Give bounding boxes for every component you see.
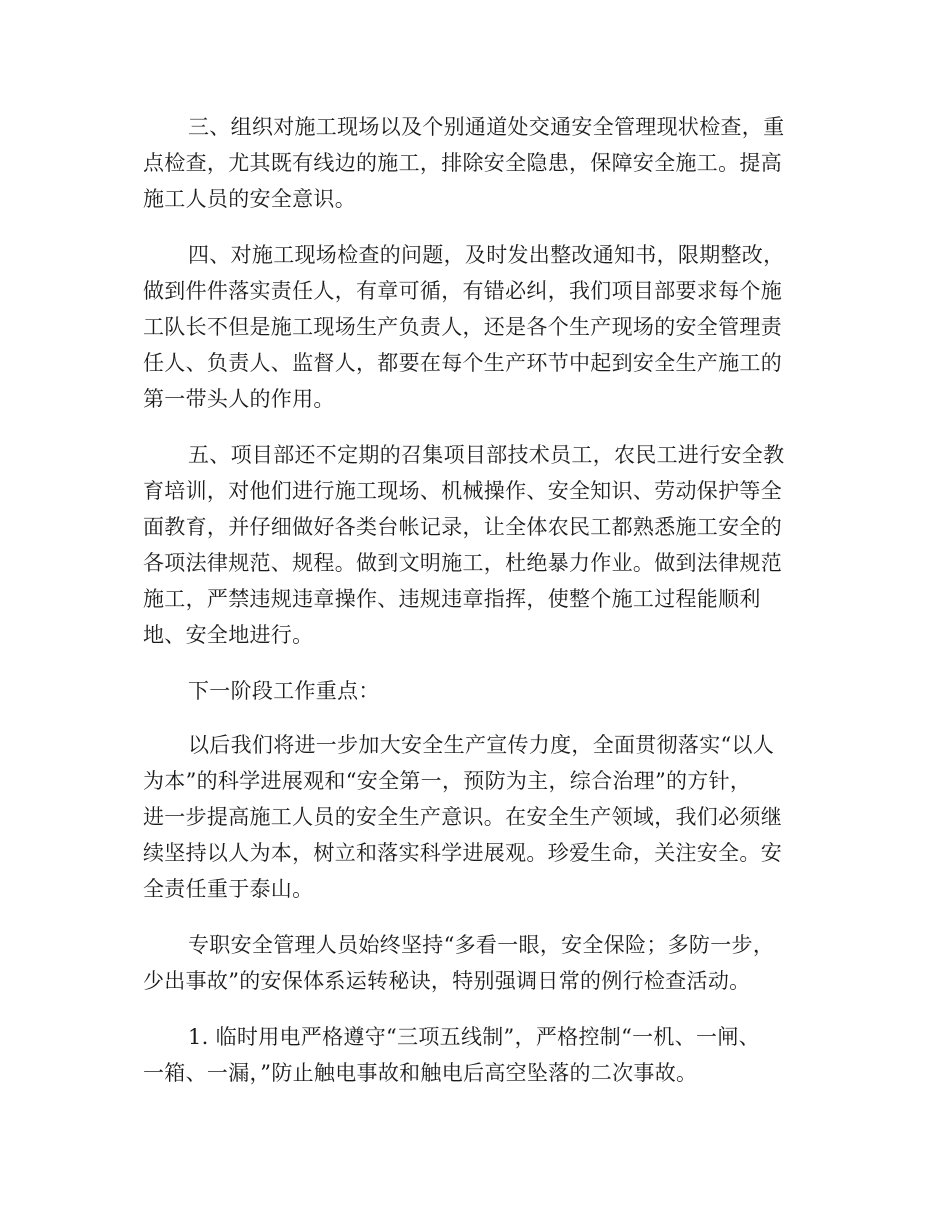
text-line: 专职安全管理人员始终坚持“多看一眼，安全保险；多防一步， <box>188 933 775 957</box>
text-line: 五、项目部还不定期的召集项目部技术员工，农民工进行安全教 <box>188 443 785 467</box>
text-line: 第一带头人的作用。 <box>143 387 335 411</box>
text-line: 各项法律规范、规程。做到文明施工，杜绝暴力作业。做到法律规范 <box>143 551 782 575</box>
text-line: 为本”的科学进展观和“安全第一，预防为主，综合治理”的方针， <box>143 769 752 793</box>
text-line: 进一步提高施工人员的安全生产意识。在安全生产领域，我们必须继 <box>143 805 782 829</box>
list-item-line: 一箱、一漏，”防止触电事故和触电后高空坠落的二次事故。 <box>143 1061 698 1085</box>
text-line: 以后我们将进一步加大安全生产宣传力度，全面贯彻落实“以人 <box>188 733 775 757</box>
text-line: 做到件件落实责任人，有章可循，有错必纠，我们项目部要求每个施 <box>143 279 782 303</box>
text-line: 续坚持以人为本，树立和落实科学进展观。珍爱生命，关注安全。安 <box>143 841 782 865</box>
text-line: 少出事故”的安保体系运转秘诀，特别强调日常的例行检查活动。 <box>143 969 751 993</box>
text-line: 施工人员的安全意识。 <box>143 187 356 211</box>
text-line: 育培训，对他们进行施工现场、机械操作、安全知识、劳动保护等全 <box>143 479 782 503</box>
text-line: 三、组织对施工现场以及个别通道处交通安全管理现状检查，重 <box>188 115 785 139</box>
text-line: 任人、负责人、监督人，都要在每个生产环节中起到安全生产施工的 <box>143 351 782 375</box>
text-line: 全责任重于泰山。 <box>143 877 314 901</box>
text-line: 地、安全地进行。 <box>143 623 314 647</box>
text-line: 工队长不但是施工现场生产负责人，还是各个生产现场的安全管理责 <box>143 315 782 339</box>
text-line: 面教育，并仔细做好各类台帐记录，让全体农民工都熟悉施工安全的 <box>143 515 782 539</box>
text-line: 施工，严禁违规违章操作、违规违章指挥，使整个施工过程能顺利 <box>143 587 761 611</box>
text-line: 点检查，尤其既有线边的施工，排除安全隐患，保障安全施工。提高 <box>143 151 782 175</box>
text-line: 四、对施工现场检查的问题，及时发出整改通知书，限期整改， <box>188 243 785 267</box>
section-heading: 下一阶段工作重点： <box>188 679 380 703</box>
list-item-line: 1. 临时用电严格遵守“三项五线制”，严格控制“一机、一闸、 <box>188 1025 760 1049</box>
